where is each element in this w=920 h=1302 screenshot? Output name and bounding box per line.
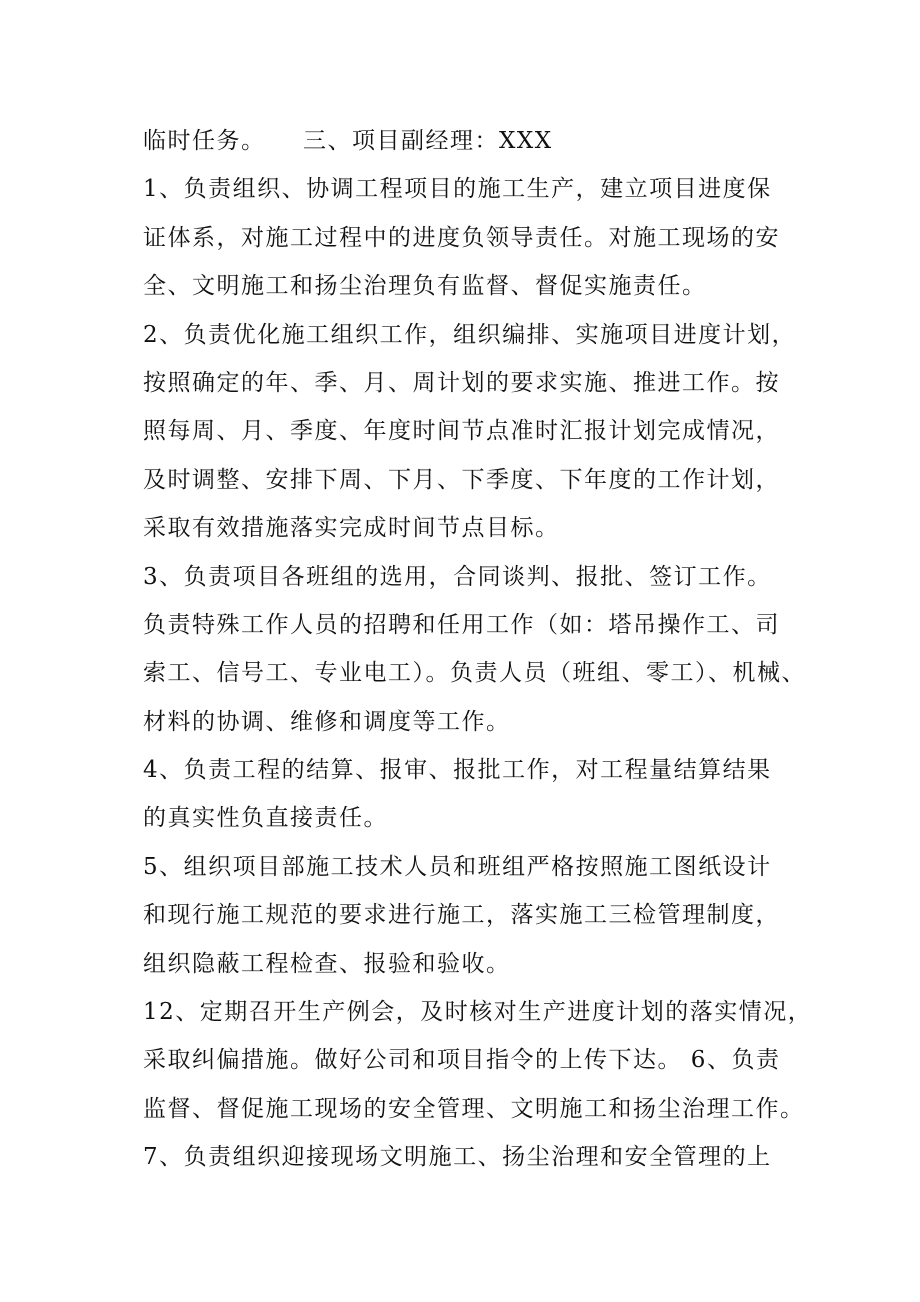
document-page bbox=[143, 117, 813, 1182]
text-line-20: 采取纠偏措施。做好公司和项目指令的上传下达。 6、负责 bbox=[143, 1047, 781, 1074]
text-line-9: 采取有效措施落实完成时间节点目标。 bbox=[143, 515, 560, 542]
text-line-22: 7、负责组织迎接现场文明施工、扬尘治理和安全管理的上 bbox=[143, 1144, 772, 1171]
text-line-11: 负责特殊工作人员的招聘和任用工作（如：塔吊操作工、司 bbox=[143, 611, 780, 638]
text-line-7: 照每周、月、季度、年度时间节点准时汇报计划完成情况， bbox=[143, 418, 780, 445]
text-line-18: 组织隐蔽工程检查、报验和验收。 bbox=[143, 950, 511, 977]
text-line-17: 和现行施工规范的要求进行施工，落实施工三检管理制度， bbox=[143, 902, 780, 929]
text-line-12: 索工、信号工、专业电工）。负责人员（班组、零工）、机械、 bbox=[143, 660, 806, 687]
text-line-4: 全、文明施工和扬尘治理负有监督、督促实施责任。 bbox=[143, 273, 707, 300]
text-line-1: 临时任务。 三、项目副经理：XXX bbox=[143, 128, 553, 154]
text-line-10: 3、负责项目各班组的选用，合同谈判、报批、签订工作。 bbox=[143, 563, 772, 590]
text-line-19: 12、定期召开生产例会，及时核对生产进度计划的落实情况， bbox=[143, 999, 813, 1026]
text-line-21: 监督、督促施工现场的安全管理、文明施工和扬尘治理工作。 bbox=[143, 1095, 805, 1122]
text-line-5: 2、负责优化施工组织工作，组织编排、实施项目进度计划， bbox=[143, 321, 797, 348]
text-line-13: 材料的协调、维修和调度等工作。 bbox=[143, 708, 511, 735]
text-line-16: 5、组织项目部施工技术人员和班组严格按照施工图纸设计 bbox=[143, 853, 772, 880]
text-line-3: 证体系，对施工过程中的进度负领导责任。对施工现场的安 bbox=[143, 224, 780, 251]
text-line-6: 按照确定的年、季、月、周计划的要求实施、推进工作。按 bbox=[143, 369, 780, 396]
text-line-14: 4、负责工程的结算、报审、报批工作，对工程量结算结果 bbox=[143, 757, 772, 784]
text-line-15: 的真实性负直接责任。 bbox=[143, 805, 388, 832]
text-line-2: 1、负责组织、协调工程项目的施工生产，建立项目进度保 bbox=[143, 176, 772, 203]
text-line-8: 及时调整、安排下周、下月、下季度、下年度的工作计划， bbox=[143, 466, 780, 493]
